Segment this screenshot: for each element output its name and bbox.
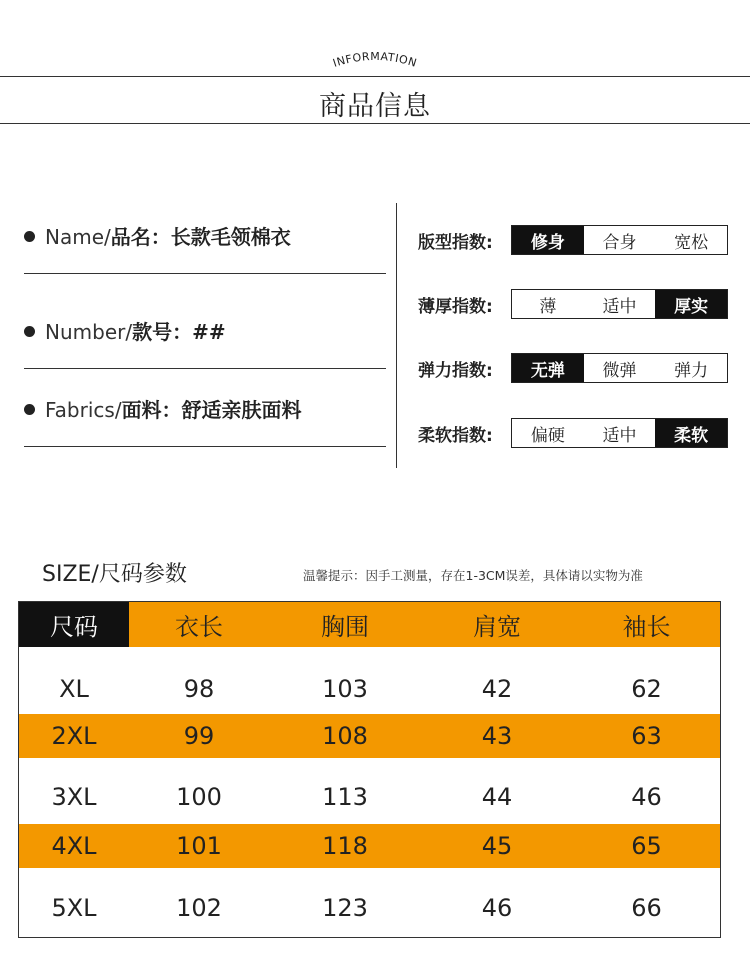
- table-row: [19, 824, 720, 868]
- table-cell: 43: [481, 722, 513, 750]
- header-bottom-divider: [0, 123, 750, 124]
- arc-text: INFORMATION: [331, 49, 419, 70]
- info-divider: [24, 273, 386, 274]
- table-cell: 99: [183, 722, 215, 750]
- index-label: 弹力指数:: [418, 361, 493, 381]
- product-fabrics-row: Fabrics/面料：舒适亲肤面料: [24, 394, 302, 423]
- table-row: [19, 663, 720, 714]
- size-table: [18, 601, 721, 938]
- index-label: 版型指数:: [418, 233, 493, 253]
- page-title: 商品信息: [319, 91, 431, 122]
- index-label: 柔软指数:: [418, 426, 493, 446]
- index-option: 适中: [602, 296, 637, 317]
- index-label: 薄厚指数:: [418, 297, 493, 317]
- index-scale: [511, 353, 728, 383]
- index-option-selected: 厚实: [655, 290, 727, 318]
- info-divider: [24, 368, 386, 369]
- index-option: 薄: [539, 296, 557, 317]
- table-cell: 101: [176, 832, 222, 860]
- index-option-selected: 无弹: [512, 354, 584, 382]
- table-header-row: [19, 602, 720, 647]
- bullet-icon: [24, 404, 35, 415]
- table-cell: 118: [322, 832, 368, 860]
- index-option: 弹力: [674, 360, 709, 381]
- table-cell: XL: [59, 674, 89, 703]
- table-cell: 45: [481, 832, 513, 860]
- table-cell: 100: [176, 782, 222, 811]
- table-cell: 3XL: [51, 782, 97, 811]
- bullet-icon: [24, 231, 35, 242]
- index-option: 偏硬: [530, 425, 565, 446]
- table-cell: 62: [631, 674, 662, 703]
- table-header-cell: 袖长: [622, 613, 671, 641]
- table-cell: 102: [176, 893, 222, 922]
- product-number-value: ##: [192, 320, 226, 344]
- product-fabrics-value: 舒适亲肤面料: [181, 398, 302, 422]
- index-option: 适中: [602, 425, 637, 446]
- table-row: [19, 879, 720, 936]
- index-option-selected: 修身: [512, 226, 584, 254]
- table-cell: 66: [631, 893, 662, 922]
- index-option-selected: 柔软: [655, 419, 727, 447]
- vertical-divider: [396, 203, 397, 468]
- table-cell: 44: [481, 782, 513, 811]
- table-cell: 2XL: [51, 722, 97, 750]
- header-top-divider: [0, 76, 750, 77]
- table-header-cell: 衣长: [175, 613, 223, 641]
- table-cell: 46: [631, 782, 662, 811]
- product-name-value: 长款毛领棉衣: [170, 225, 291, 249]
- product-name-row: Name/品名：长款毛领棉衣: [24, 221, 291, 250]
- table-cell: 98: [183, 674, 215, 703]
- table-row: [19, 769, 720, 824]
- product-number-row: Number/款号：##: [24, 316, 226, 345]
- table-cell: 108: [322, 722, 368, 750]
- table-cell: 63: [631, 722, 662, 750]
- index-scale: [511, 418, 728, 448]
- table-cell: 4XL: [51, 832, 97, 860]
- index-option: 宽松: [674, 232, 709, 253]
- table-cell: 46: [481, 893, 513, 922]
- size-title: SIZE/尺码参数: [42, 562, 187, 587]
- index-option: 微弹: [602, 360, 637, 381]
- svg-text:INFORMATION: [331, 50, 418, 70]
- table-cell: 113: [322, 782, 368, 811]
- table-cell: 123: [322, 893, 368, 922]
- table-cell: 103: [322, 674, 368, 703]
- size-note: 温馨提示：因手工测量，存在1-3CM误差，具体请以实物为准: [303, 568, 643, 583]
- index-scale: [511, 225, 728, 255]
- info-divider: [24, 446, 386, 447]
- index-scale: [511, 289, 728, 319]
- table-cell: 42: [481, 674, 513, 703]
- table-cell: 5XL: [51, 893, 97, 922]
- table-row: [19, 714, 720, 758]
- table-cell: 65: [631, 832, 662, 860]
- index-option: 合身: [602, 232, 637, 253]
- table-header-cell: 胸围: [321, 613, 369, 641]
- bullet-icon: [24, 326, 35, 337]
- information-arc-label: [300, 40, 450, 80]
- table-header-cell: 尺码: [19, 602, 129, 647]
- table-header-cell: 肩宽: [473, 613, 521, 641]
